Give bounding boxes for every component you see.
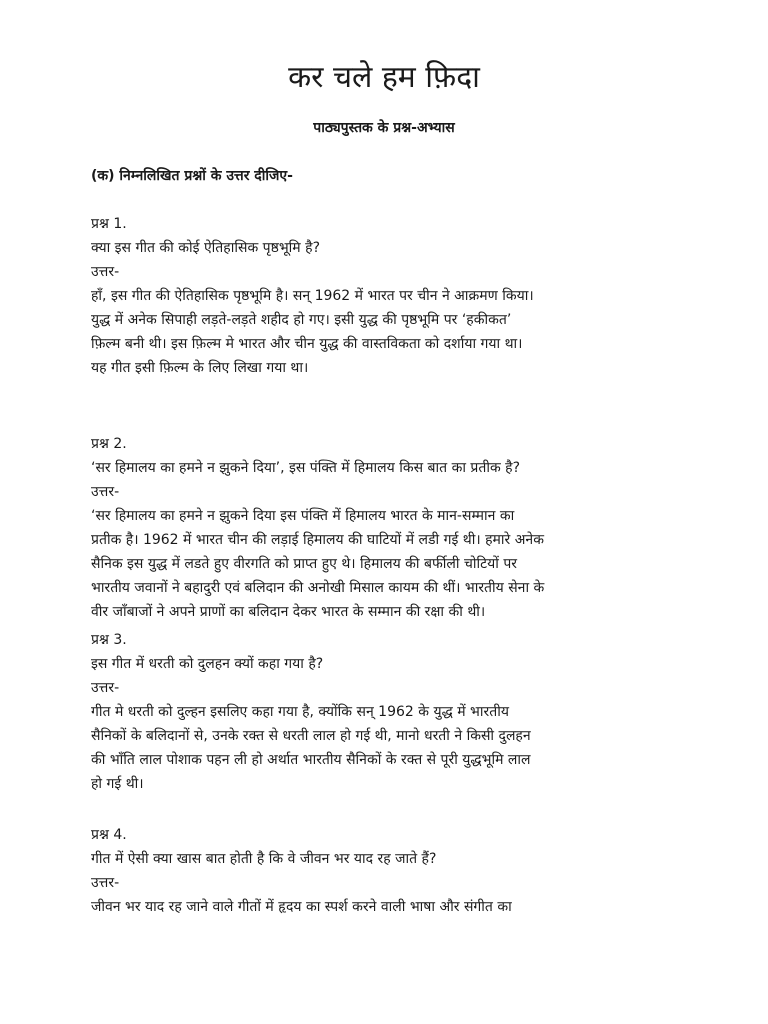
answer-line: युद्ध में अनेक सिपाही लड़ते-लड़ते शहीद हो गए। इसी युद्ध की पृष्ठभूमि पर ‘हकीकत’: [91, 312, 512, 328]
answer-line: जीवन भर याद रह जाने वाले गीतों में हृदय का स्पर्श करने वाली भाषा और संगीत का: [91, 899, 512, 915]
question-block-1: [91, 212, 691, 380]
question-block-3: [91, 628, 691, 796]
answer-label: उत्तर-: [91, 264, 120, 280]
question-label: प्रश्न 3.: [91, 632, 127, 648]
answer-line: गीत मे धरती को दुल्हन इसलिए कहा गया है, क्योंकि सन् 1962 के युद्ध में भारतीय: [91, 704, 509, 720]
question-text: क्या इस गीत की कोई ऐतिहासिक पृष्ठभूमि है?: [91, 240, 320, 256]
question-block-4: [91, 823, 691, 919]
answer-line: ‘सर हिमालय का हमने न झुकने दिया इस पंक्ति में हिमालय भारत के मान-सम्मान का: [91, 508, 515, 524]
answer-line: भारतीय जवानों ने बहादुरी एवं बलिदान की अनोखी मिसाल कायम की थीं। भारतीय सेना के: [91, 580, 545, 596]
answer-line: वीर जाँबाजों ने अपने प्राणों का बलिदान देकर भारत के सम्मान की रक्षा की थी।: [91, 604, 486, 620]
answer-line: सैनिकों के बलिदानों से, उनके रक्त से धरती लाल हो गई थी, मानो धरती ने किसी दुलहन: [91, 728, 531, 744]
answer-line: की भाँति लाल पोशाक पहन ली हो अर्थात भारतीय सैनिकों के रक्त से पूरी युद्धभूमि लाल: [91, 752, 531, 768]
question-text: इस गीत में धरती को दुलहन क्यों कहा गया है?: [91, 656, 324, 672]
question-text: गीत में ऐसी क्या खास बात होती है कि वे जीवन भर याद रह जाते हैं?: [91, 851, 437, 867]
answer-label: उत्तर-: [91, 875, 120, 891]
question-text: ‘सर हिमालय का हमने न झुकने दिया’, इस पंक्ति में हिमालय किस बात का प्रतीक है?: [91, 460, 521, 476]
section-heading: (क) निम्नलिखित प्रश्नों के उत्तर दीजिए-: [91, 168, 293, 184]
question-label: प्रश्न 1.: [91, 216, 127, 232]
answer-line: यह गीत इसी फ़िल्म के लिए लिखा गया था।: [91, 360, 309, 376]
answer-label: उत्तर-: [91, 484, 120, 500]
answer-line: हाँ, इस गीत की ऐतिहासिक पृष्ठभूमि है। सन् 1962 में भारत पर चीन ने आक्रमण किया।: [91, 288, 534, 304]
page-subtitle: पाठ्यपुस्तक के प्रश्न-अभ्यास: [313, 120, 455, 136]
question-label: प्रश्न 2.: [91, 436, 127, 452]
question-label: प्रश्न 4.: [91, 827, 127, 843]
answer-line: हो गई थी।: [91, 776, 144, 792]
answer-label: उत्तर-: [91, 680, 120, 696]
page-title: कर चले हम फ़िदा: [288, 60, 480, 95]
answer-line: प्रतीक है। 1962 में भारत चीन की लड़ाई हिमालय की घाटियों में लडी गई थी। हमारे अनेक: [91, 532, 544, 548]
question-block-2: [91, 432, 691, 624]
answer-line: सैनिक इस युद्ध में लडते हुए वीरगति को प्राप्त हुए थे। हिमालय की बर्फीली चोटियों पर: [91, 556, 518, 572]
answer-line: फ़िल्म बनी थी। इस फ़िल्म मे भारत और चीन युद्ध की वास्तविकता को दर्शाया गया था।: [91, 336, 523, 352]
